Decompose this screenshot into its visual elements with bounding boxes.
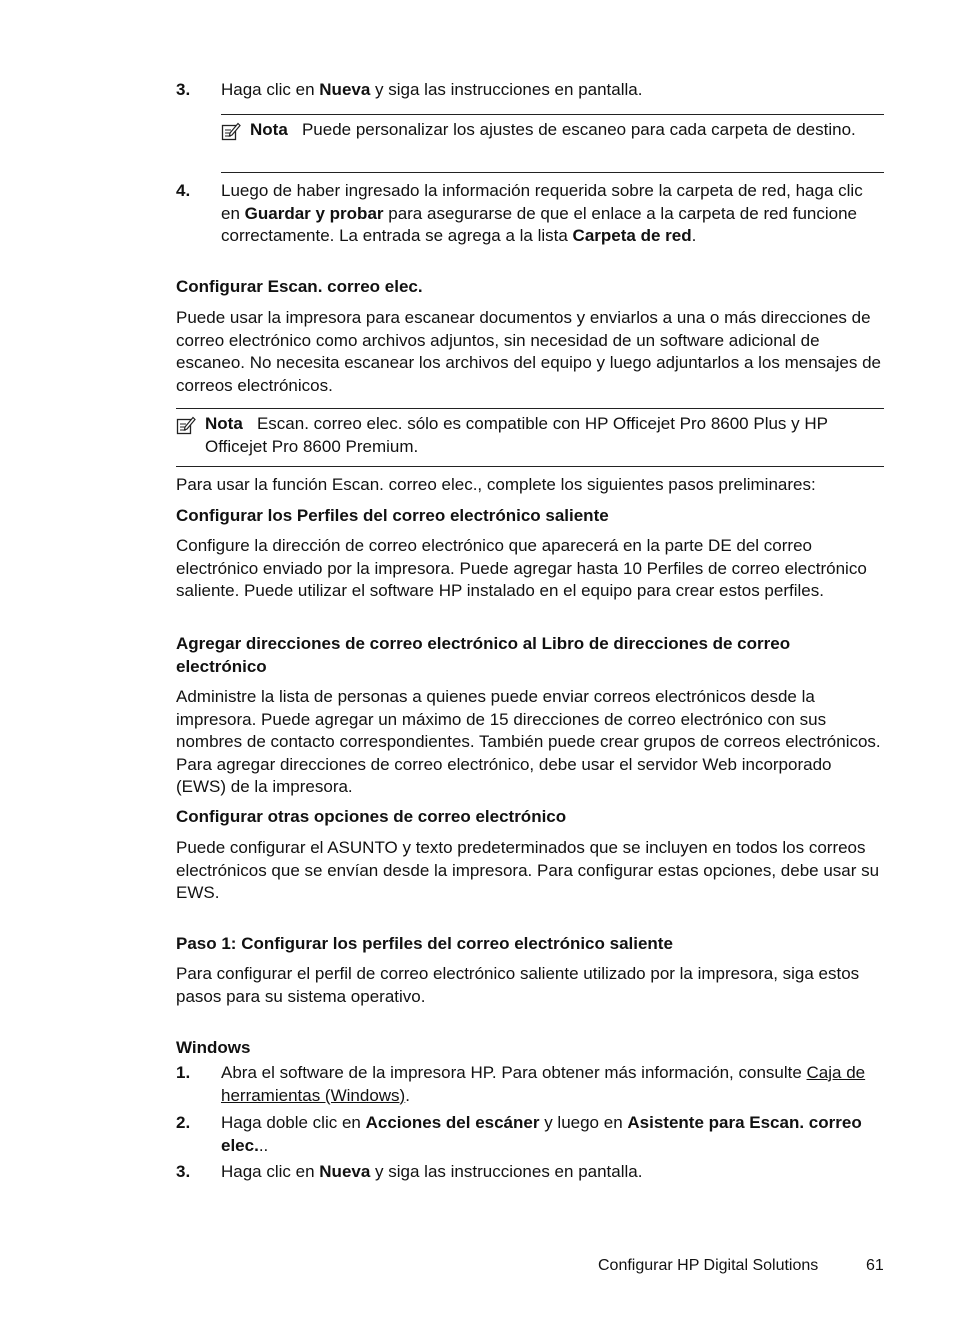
step-text-pre: Haga clic en (221, 1162, 320, 1181)
windows-step-2 (176, 1112, 884, 1157)
section-intro: Puede usar la impresora para escanear documentos y enviarlos a una o más direcciones de correo electrónico como archivos adjuntos, sin necesidad de un software adicional de escaneo. No necesita escanear los archivos del equipo y luego adjuntarlos a los mensajes de correos electrónicos. (176, 308, 881, 395)
address-book-text: Administre la lista de personas a quienes puede enviar correos electrónicos desde la impresora. Puede agregar un máximo de 15 direcciones de correo electrónico con sus nombres de contacto correspondientes. También puede crear grupos de correos electrónicos. Para agregar direcciones de correo electrónico, debe usar el servidor Web incorporado (EWS) de la impresora. (176, 687, 881, 797)
step-text-bold: Asistente para Escan. correo elec. (221, 1113, 862, 1155)
step-text (221, 79, 884, 102)
step-text (221, 1161, 884, 1184)
windows-step-3 (176, 1161, 884, 1184)
step-number: 2. (176, 1113, 191, 1132)
note-bottom-rule (176, 466, 884, 467)
step-text-part: Haga doble clic en (221, 1113, 366, 1132)
profiles-text: Configure la dirección de correo electrónico que aparecerá en la parte DE del correo electrónico enviado por la impresora. Puede agregar hasta 10 Perfiles de correo electrónico saliente. Puede utilizar el software HP instalado en el equipo para crear estos perfiles. (176, 536, 867, 601)
note-icon (221, 121, 241, 141)
step-text-bold: Nueva (319, 80, 371, 99)
step-text-bold: Nueva (319, 1162, 371, 1181)
step-number: 1. (176, 1063, 191, 1082)
step-4 (176, 180, 884, 248)
step-text-part: .. (258, 1135, 269, 1155)
note-body: Puede personalizar los ajustes de escaneo para cada carpeta de destino. (301, 120, 856, 139)
step-text-bold: Carpeta de red (572, 226, 692, 246)
step-text-post: y siga las instrucciones en pantalla. (370, 1162, 643, 1181)
step-text-part: y luego en (539, 1113, 628, 1132)
footer-section-title: Configurar HP Digital Solutions (598, 1257, 819, 1274)
note-text (250, 119, 884, 142)
step-number: 3. (176, 80, 191, 99)
step-3-top (176, 79, 884, 102)
toolbox-link[interactable]: Caja de herramientas (Windows) (221, 1063, 866, 1105)
step-text-bold: Acciones del escáner (365, 1113, 540, 1132)
note-bottom-rule (221, 172, 884, 173)
note-2 (176, 413, 884, 458)
step-text-post: y siga las instrucciones en pantalla. (370, 80, 643, 99)
prelim-text: Para usar la función Escan. correo elec., complete los siguientes pasos preliminares: (176, 475, 816, 494)
note-top-rule (176, 408, 884, 409)
step-text (221, 1062, 884, 1107)
step-text-post: . (405, 1085, 410, 1105)
subheading-address-book: Agregar direcciones de correo electrónico al Libro de direcciones de correo electrónico (176, 634, 791, 676)
note-label: Nota (205, 414, 243, 433)
step-number: 3. (176, 1162, 191, 1181)
section-heading: Configurar Escan. correo elec. (176, 277, 423, 296)
note-body: Escan. correo elec. sólo es compatible con HP Officejet Pro 8600 Plus y HP Officejet Pro 8600 Premium. (205, 414, 828, 456)
step-text-pre: Haga clic en (221, 80, 320, 99)
step-text-part: Luego de haber ingresado la información requerida sobre la carpeta de red, haga clic en (221, 181, 863, 223)
paso1-heading: Paso 1: Configurar los perfiles del correo electrónico saliente (176, 934, 673, 953)
step-text-pre: Abra el software de la impresora HP. Para obtener más información, consulte (221, 1063, 807, 1082)
paso1-text: Para configurar el perfil de correo electrónico saliente utilizado por la impresora, siga estos pasos para su sistema operativo. (176, 964, 860, 1006)
footer-page-number: 61 (866, 1257, 884, 1274)
subheading-profiles: Configurar los Perfiles del correo electrónico saliente (176, 506, 609, 525)
note-text (205, 413, 884, 458)
step-text (221, 1112, 884, 1157)
windows-heading: Windows (176, 1038, 251, 1057)
step-text-part: para asegurarse de que el enlace a la carpeta de red funcione correctamente. La entrada se agrega a la lista (221, 203, 858, 246)
note-top-rule (221, 114, 884, 115)
other-options-text: Puede configurar el ASUNTO y texto predeterminados que se incluyen en todos los correos electrónicos que se envían desde la impresora. Para configurar estas opciones, debe usar su EWS. (176, 838, 880, 903)
windows-step-1 (176, 1062, 884, 1107)
note-icon (176, 415, 196, 435)
note-label: Nota (250, 120, 288, 139)
step-text (221, 180, 884, 248)
step-text-part: . (691, 226, 697, 246)
step-number: 4. (176, 181, 191, 200)
step-text-bold: Guardar y probar (244, 203, 384, 223)
note-1 (221, 119, 884, 142)
subheading-other-options: Configurar otras opciones de correo electrónico (176, 807, 567, 826)
